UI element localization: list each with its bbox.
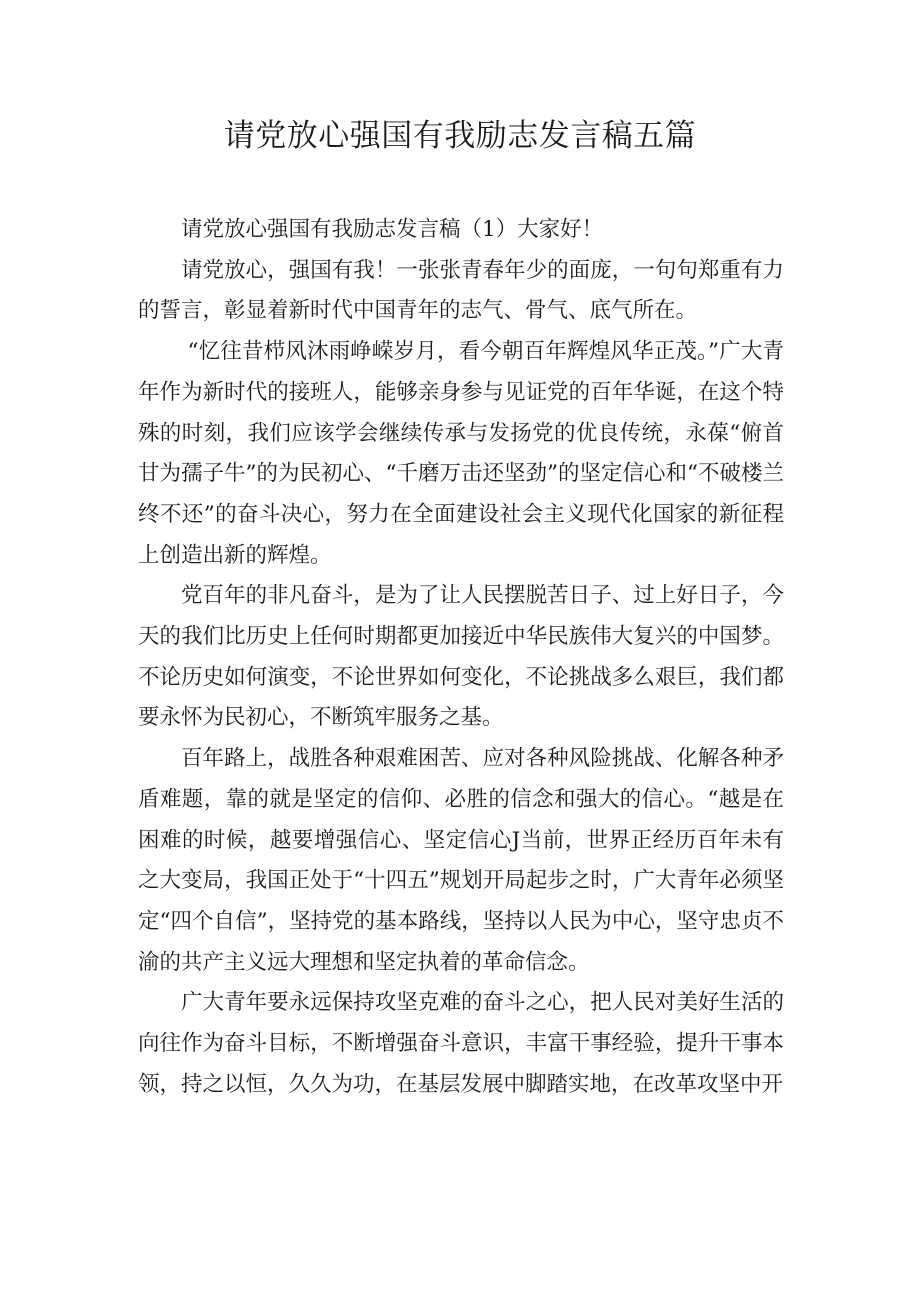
paragraph-youth-striving: 广大青年要永远保持攻坚克难的奋斗之心，把人民对美好生活的向往作为奋斗目标，不断增强奋斗意识，丰富干事经验，提升干事本领，持之以恒，久久为功，在基层发展中脚踏实地，在改革攻坚中开 bbox=[138, 990, 784, 1097]
paragraph-greeting: 请党放心强国有我励志发言稿（1）大家好！ bbox=[181, 217, 604, 242]
document-title: 请党放心强国有我励志发言稿五篇 bbox=[223, 118, 697, 154]
document-body bbox=[138, 210, 784, 1105]
paragraph-recall-history: “忆往昔栉风沐雨峥嵘岁月，看今朝百年辉煌风华正茂。”广大青年作为新时代的接班人，能够亲身参与见证党的百年华诞，在这个特殊的时刻，我们应该学会继续传承与发扬党的优良传统，永葆“俯首甘为孺子牛”的为民初心、“千磨万击还坚劲”的坚定信心和“不破楼兰终不还”的奋斗决心，努力在全面建设社会主义现代化国家的新征程上创造出新的辉煌。 bbox=[138, 339, 784, 568]
paragraph-people-first: 党百年的非凡奋斗，是为了让人民摆脱苦日子、过上好日子，今天的我们比历史上任何时期都更加接近中华民族伟大复兴的中国梦。不论历史如何演变，不论世界如何变化，不论挑战多么艰巨，我们都要永怀为民初心，不断筑牢服务之基。 bbox=[138, 583, 784, 731]
paragraph-pledge: 请党放心，强国有我！一张张青春年少的面庞，一句句郑重有力的誓言，彰显着新时代中国青年的志气、骨气、底气所在。 bbox=[138, 257, 784, 324]
paragraph-confidence: 百年路上，战胜各种艰难困苦、应对各种风险挑战、化解各种矛盾难题，靠的就是坚定的信仰、必胜的信念和强大的信心。“越是在困难的时候，越要增强信心、坚定信心J当前，世界正经历百年未有之大变局，我国正处于“十四五”规划开局起步之时，广大青年必须坚定“四个自信”，坚持党的基本路线，坚持以人民为中心，坚守忠贞不渝的共产主义远大理想和坚定执着的革命信念。 bbox=[138, 746, 784, 975]
